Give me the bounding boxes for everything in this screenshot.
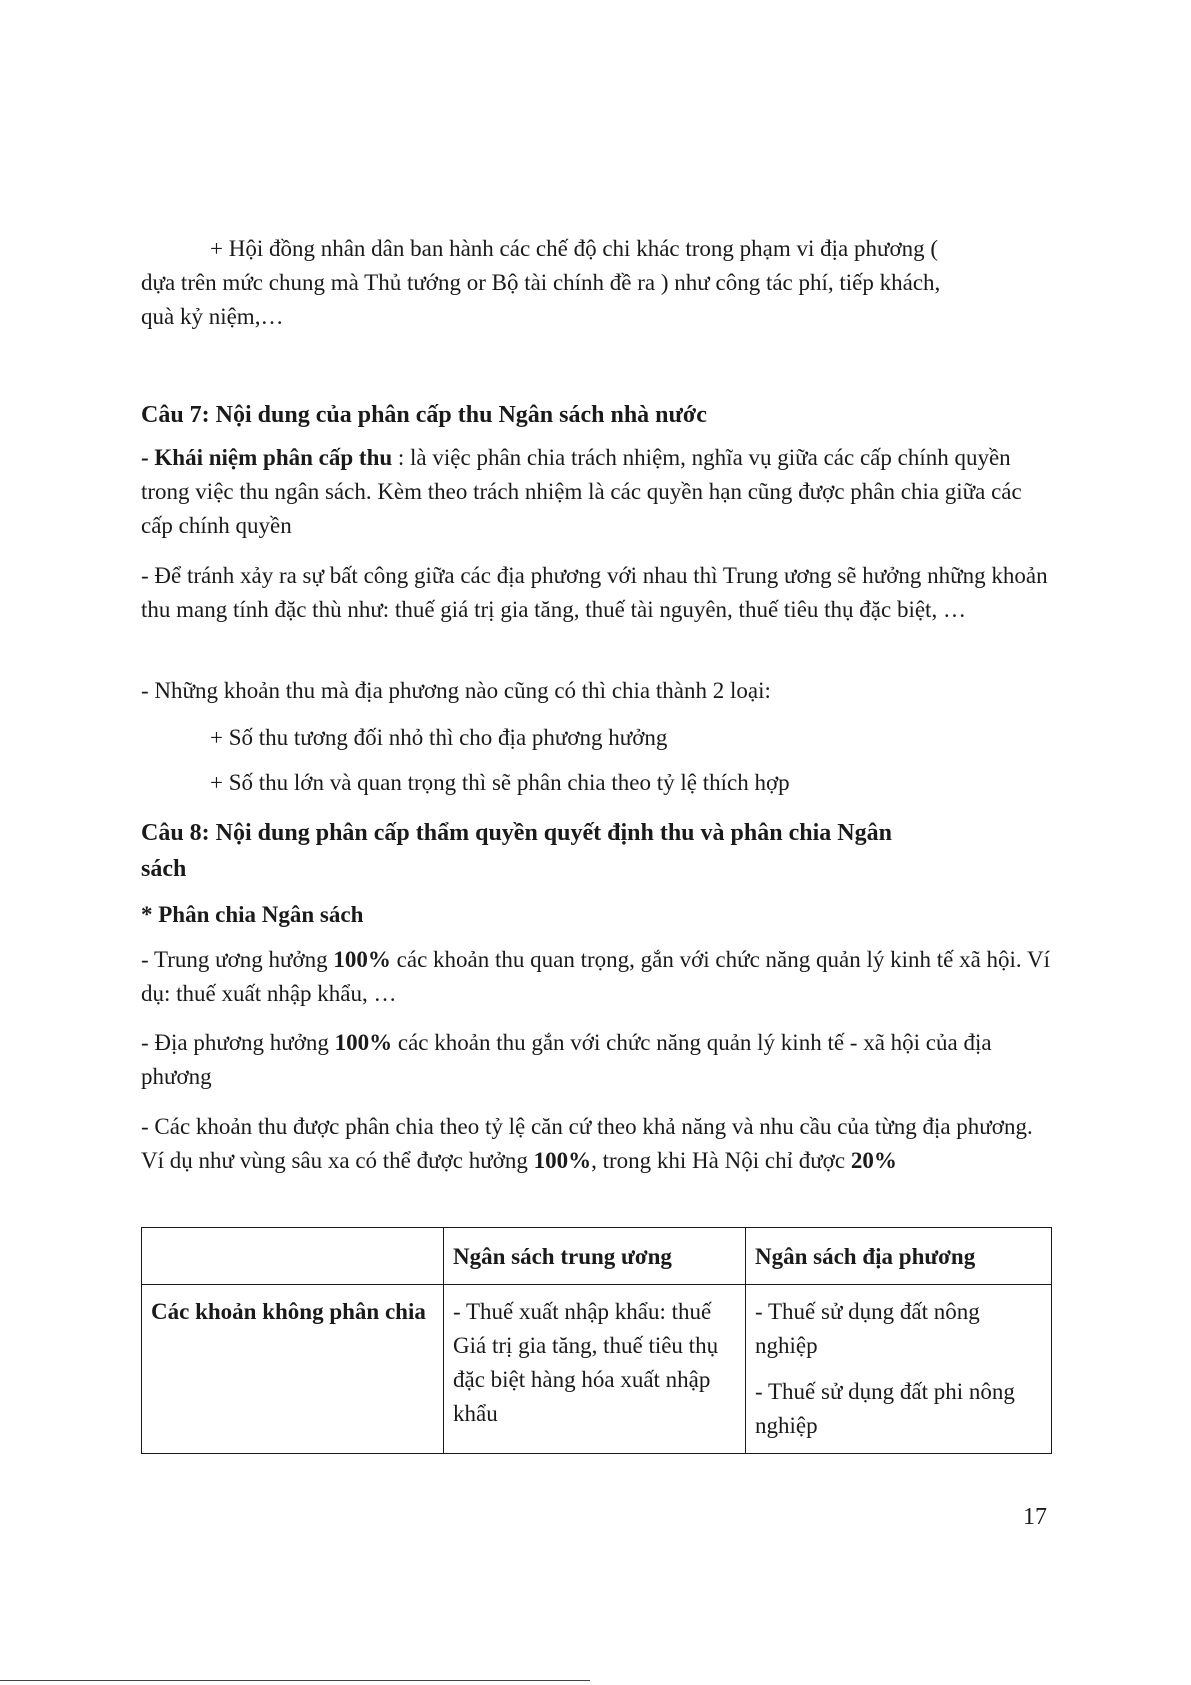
table-header-cell-empty [142,1228,444,1285]
table-header-local: Ngân sách địa phương [746,1228,1052,1285]
table-row-label: Các khoản không phân chia [142,1285,444,1454]
q7-concept-text: : là việc phân chia trách nhiệm, nghĩa vụ giữa các cấp chính quyền trong việc thu ngân sách. Kèm theo trách nhiệm là các quyền hạn cũng được phân chia giữa các cấp chính quyền [141,445,1022,538]
q7-title: Câu 7: Nội dung của phân cấp thu Ngân sách nhà nước [141,402,707,428]
budget-allocation-table [141,1227,1052,1454]
table-cell-local [746,1285,1052,1454]
q7-concept-paragraph [141,441,1051,543]
q8-para-2: - Địa phương hưởng 100% các khoản thu gắn với chức năng quản lý kinh tế - xã hội của địa phương [141,1030,992,1089]
q7-para-3: - Những khoản thu mà địa phương nào cũng có thì chia thành 2 loại: [141,678,771,703]
q7-concept-label: - Khái niệm phân cấp thu [141,445,393,470]
q7-sub-item-2: + Số thu lớn và quan trọng thì sẽ phân chia theo tỷ lệ thích hợp [210,770,790,795]
intro-line-2: dựa trên mức chung mà Thủ tướng or Bộ tài chính đề ra ) như công tác phí, tiếp khách, [141,270,941,295]
q7-para-2: - Để tránh xảy ra sự bất công giữa các địa phương với nhau thì Trung ương sẽ hưởng những khoản thu mang tính đặc thù như: thuế giá trị gia tăng, thuế tài nguyên, thuế tiêu thụ đặc biệt, … [141,563,1048,622]
q8-para-1: - Trung ương hưởng 100% các khoản thu quan trọng, gắn với chức năng quản lý kinh tế xã hội. Ví dụ: thuế xuất nhập khẩu, … [141,947,1051,1006]
q8-subheading: * Phân chia Ngân sách [141,902,364,927]
q8-title [141,815,1051,887]
q7-sub-item-1: + Số thu tương đối nhỏ thì cho địa phương hưởng [210,725,668,750]
page-number: 17 [1023,1504,1047,1530]
table-cell-local-item-1: - Thuế sử dụng đất nông nghiệp [755,1299,980,1358]
intro-line-3: quà kỷ niệm,… [141,304,284,329]
table-cell-local-item-2: - Thuế sử dụng đất phi nông nghiệp [755,1379,1015,1438]
table-cell-central: - Thuế xuất nhập khẩu: thuế Giá trị gia tăng, thuế tiêu thụ đặc biệt hàng hóa xuất nhập khẩu [444,1285,746,1454]
q8-para-3: - Các khoản thu được phân chia theo tỷ lệ căn cứ theo khả năng và nhu cầu của từng địa phương. Ví dụ như vùng sâu xa có thể được hưởng 100%, trong khi Hà Nội chỉ được 20% [141,1114,1033,1173]
table-row [142,1285,1052,1454]
intro-line-1: + Hội đồng nhân dân ban hành các chế độ chi khác trong phạm vi địa phương ( [210,236,939,261]
footer-rule [0,1680,590,1681]
q8-title-line-2: sách [141,856,187,882]
q8-title-line-1: Câu 8: Nội dung phân cấp thẩm quyền quyết định thu và phân chia Ngân [141,820,892,846]
table-header-central: Ngân sách trung ương [444,1228,746,1285]
table-header-row [142,1228,1052,1285]
